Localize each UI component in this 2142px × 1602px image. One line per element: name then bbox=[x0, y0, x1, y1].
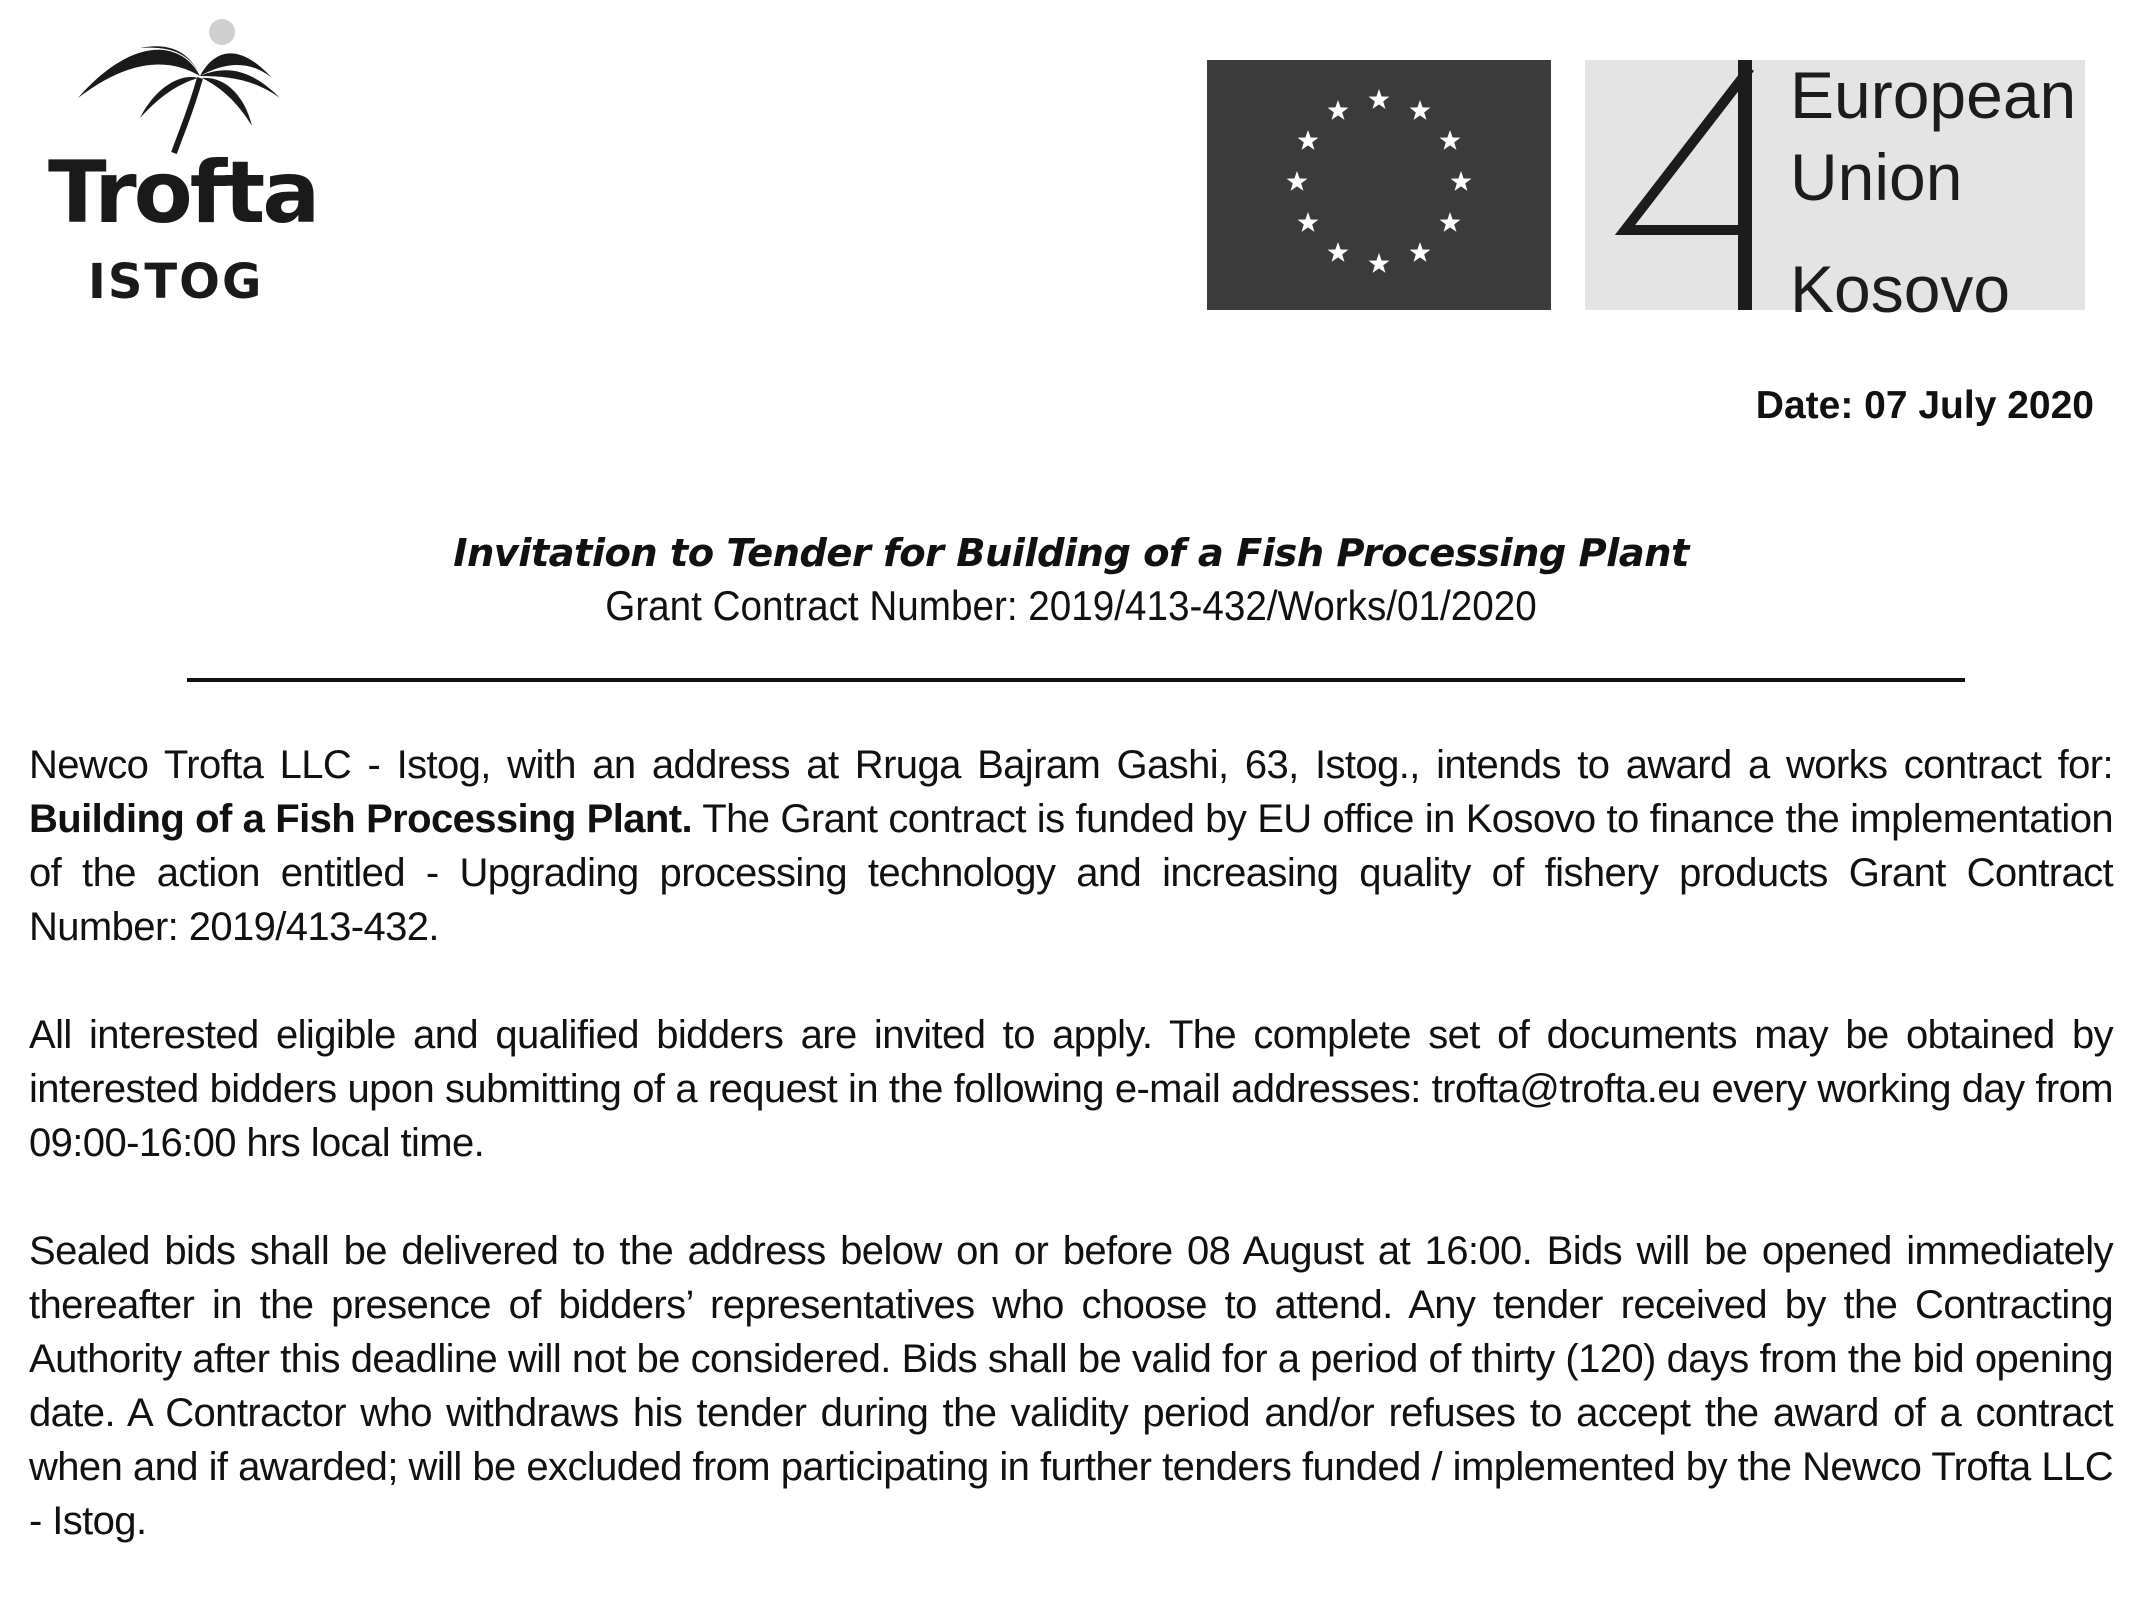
title-divider bbox=[187, 678, 1965, 682]
document-body bbox=[29, 738, 2113, 1602]
paragraph-intro-lead: Newco Trofta LLC - Istog, with an address at Rruga Bajram Gashi, 63, Istog., intends to award a works contract for: bbox=[29, 743, 2113, 787]
eu4k-line-union: Union bbox=[1790, 140, 1963, 214]
grant-contract-number: Grant Contract Number: 2019/413-432/Works/01/2020 bbox=[605, 582, 1537, 629]
paragraph-bids: Sealed bids shall be delivered to the address below on or before 08 August at 16:00. Bids will be opened immediately thereafter in the presence of bidders’ representatives who choose to attend. Any tender received by the Contracting Authority after this deadline will not be considered. Bids shall be valid for a period of thirty (120) days from the bid opening date. A Contractor who withdraws his tender during the validity period and/or refuses to accept the award of a contract when and if awarded; will be excluded from participating in further tenders funded / implemented by the Newco Trofta LLC - Istog. bbox=[29, 1229, 2113, 1543]
document-date: Date: 07 July 2020 bbox=[1755, 384, 2094, 427]
eu-star-icon bbox=[1369, 89, 1390, 109]
eu-star-icon bbox=[1287, 171, 1308, 191]
eu-star-icon bbox=[1451, 171, 1472, 191]
palm-tree-icon bbox=[40, 18, 310, 158]
eu-star-icon bbox=[1440, 130, 1461, 150]
eu-star-icon bbox=[1328, 100, 1349, 120]
eu4k-line-kosovo: Kosovo bbox=[1790, 252, 2011, 326]
eu-star-icon bbox=[1440, 212, 1461, 232]
title-block bbox=[0, 528, 2142, 632]
trofta-subtitle: ISTOG bbox=[88, 254, 264, 310]
eu-star-icon bbox=[1369, 253, 1390, 273]
eu4k-line-european: European bbox=[1790, 58, 2077, 132]
trofta-wordmark: Trofta bbox=[48, 143, 318, 243]
eu-flag-logo bbox=[1207, 60, 1551, 310]
eu-star-icon bbox=[1410, 242, 1431, 262]
eu-star-icon bbox=[1328, 242, 1349, 262]
paragraph-intro bbox=[29, 738, 2113, 954]
eu4kosovo-logo bbox=[1585, 58, 2085, 326]
document-title: Invitation to Tender for Building of a Fish Processing Plant bbox=[453, 531, 1689, 576]
eu-star-icon bbox=[1298, 130, 1319, 150]
trofta-logo bbox=[40, 18, 318, 318]
eu-star-icon bbox=[1298, 212, 1319, 232]
eu-star-icon bbox=[1410, 100, 1431, 120]
paragraph-intro-rest: The Grant contract is funded by EU office in Kosovo to finance the implementation of the action entitled - Upgrading processing technology and increasing quality of fishery products Grant Contract Number: 2019/413-432. bbox=[29, 797, 2113, 949]
paragraph-invitation: All interested eligible and qualified bidders are invited to apply. The complete set of documents may be obtained by interested bidders upon submitting of a request in the following e-mail addresses: trofta@trofta.eu every working day from 09:00-16:00 hrs local time. bbox=[29, 1013, 2113, 1165]
eu-stars-icon bbox=[1207, 60, 1551, 310]
paragraph-intro-bold: Building of a Fish Processing Plant. bbox=[29, 797, 692, 841]
